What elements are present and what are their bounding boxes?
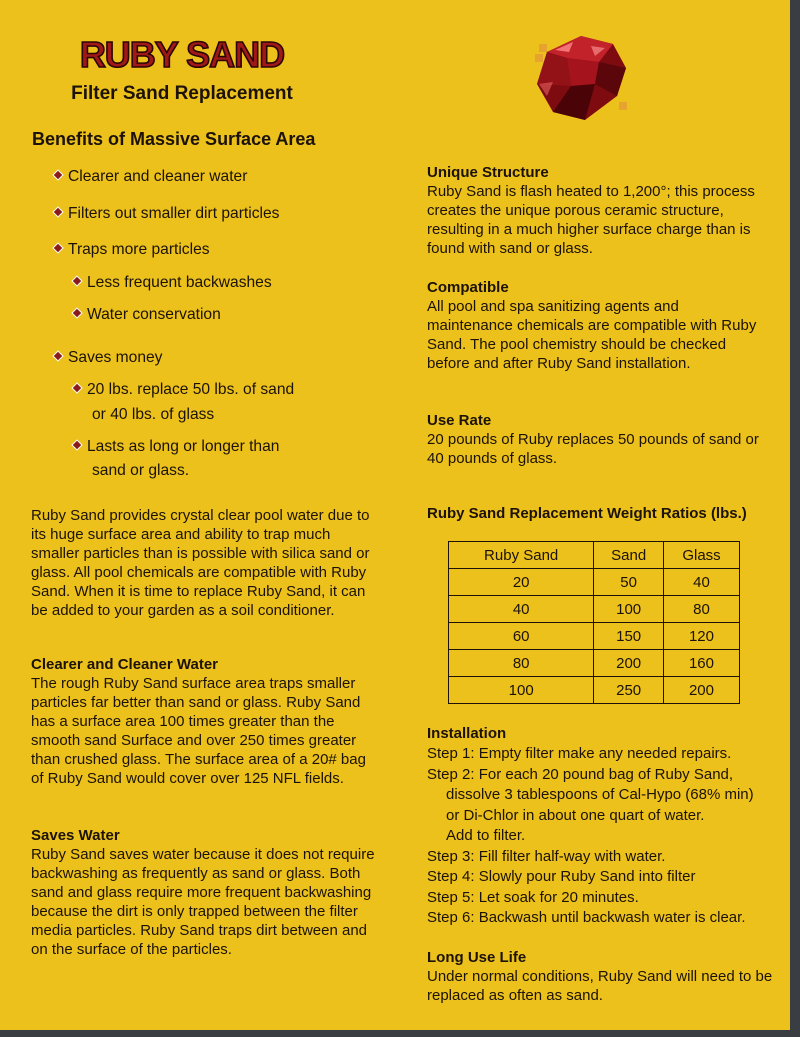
- table-cell: 60: [449, 623, 594, 650]
- table-cell: 120: [663, 623, 739, 650]
- section-compatible: [427, 278, 757, 373]
- table-cell: 200: [663, 677, 739, 704]
- table-row: [449, 623, 740, 650]
- table-cell: 40: [663, 569, 739, 596]
- weight-ratio-table: [448, 541, 740, 704]
- section-heading: Long Use Life: [427, 949, 527, 966]
- diamond-bullet-icon: [73, 277, 81, 285]
- bullet-item: Saves money: [55, 348, 162, 368]
- bullet-item: Traps more particles: [55, 240, 210, 260]
- table-row: [449, 650, 740, 677]
- section-text: Ruby Sand is flash heated to 1,200°; this process creates the unique porous ceramic structure, resulting in a much higher surface charge than is found with sand or glass.: [427, 183, 755, 257]
- table-cell: 100: [449, 677, 594, 704]
- section-text: All pool and spa sanitizing agents and maintenance chemicals are compatible with Ruby Sand. The pool chemistry should be checked before and after Ruby Sand installation.: [427, 298, 757, 372]
- section-saves-water: [31, 826, 376, 959]
- bullet-item: Clearer and cleaner water: [55, 167, 247, 187]
- table-cell: 250: [594, 677, 664, 704]
- table-row: [449, 677, 740, 704]
- diamond-bullet-icon: [73, 309, 81, 317]
- section-text: Under normal conditions, Ruby Sand will need to be replaced as often as sand.: [427, 968, 773, 1004]
- column-header: Ruby Sand: [449, 542, 594, 569]
- sub-bullet-item: Less frequent backwashes: [74, 273, 272, 293]
- diamond-bullet-icon: [73, 384, 81, 392]
- intro-paragraph: Ruby Sand provides crystal clear pool water due to its huge surface area and ability to trap much smaller particles than is possible with silica sand or glass. All pool chemicals are compatible with Ruby Sand. When it is time to replace Ruby Sand, it can be added to your garden as a soil conditioner.: [31, 507, 370, 619]
- table-title: Ruby Sand Replacement Weight Ratios (lbs.): [427, 505, 747, 522]
- table-cell: 200: [594, 650, 664, 677]
- table-cell: 80: [663, 596, 739, 623]
- diamond-bullet-icon: [54, 352, 62, 360]
- sub-bullet-item: Water conservation: [74, 305, 221, 325]
- section-text: 20 pounds of Ruby replaces 50 pounds of sand or 40 pounds of glass.: [427, 431, 759, 467]
- sub-bullet-item: 20 lbs. replace 50 lbs. of sand: [74, 380, 294, 400]
- sub-bullet-item: Lasts as long or longer than: [74, 437, 279, 457]
- column-header: Sand: [594, 542, 664, 569]
- benefits-title: Benefits of Massive Surface Area: [32, 129, 316, 149]
- section-heading: Saves Water: [31, 827, 120, 844]
- install-step: Step 5: Let soak for 20 minutes.: [427, 888, 639, 906]
- install-step: Step 6: Backwash until backwash water is clear.: [427, 909, 746, 926]
- diamond-bullet-icon: [54, 244, 62, 252]
- install-step-continuation: or Di-Chlor in about one quart of water.: [446, 806, 705, 824]
- section-heading: Unique Structure: [427, 164, 549, 181]
- diamond-bullet-icon: [54, 171, 62, 179]
- diamond-bullet-icon: [54, 208, 62, 216]
- section-long-use-life: [427, 948, 782, 1005]
- section-heading: Compatible: [427, 279, 509, 296]
- install-step-continuation: dissolve 3 tablespoons of Cal-Hypo (68% min): [446, 786, 754, 803]
- table-row: [449, 569, 740, 596]
- section-heading: Clearer and Cleaner Water: [31, 656, 219, 673]
- table-cell: 150: [594, 623, 664, 650]
- table-row: [449, 596, 740, 623]
- table-cell: 40: [449, 596, 594, 623]
- table-cell: 50: [594, 569, 664, 596]
- install-step-continuation: Add to filter.: [446, 827, 526, 844]
- table-cell: 160: [663, 650, 739, 677]
- logo: RUBY SAND: [79, 34, 285, 75]
- ruby-gem-icon: [533, 32, 629, 124]
- bullet-item: Filters out smaller dirt particles: [55, 204, 279, 224]
- install-step: Step 1: Empty filter make any needed repairs.: [427, 745, 732, 762]
- section-heading: Installation: [427, 725, 507, 742]
- sub-bullet-continuation: sand or glass.: [92, 462, 190, 479]
- install-step: Step 2: For each 20 pound bag of Ruby Sand,: [427, 765, 734, 783]
- table-cell: 100: [594, 596, 664, 623]
- table-header-row: [449, 542, 740, 569]
- table-cell: 80: [449, 650, 594, 677]
- column-header: Glass: [663, 542, 739, 569]
- section-use-rate: [427, 411, 772, 468]
- section-clearer-water: [31, 655, 376, 788]
- section-text: Ruby Sand saves water because it does not require backwashing as frequently as sand or glass. Both sand and glass require more frequent backwashing because the dirt is only trapped between the filter media particles. Ruby Sand traps dirt between and on the surface of the particles.: [31, 846, 375, 958]
- diamond-bullet-icon: [73, 441, 81, 449]
- install-step: Step 4: Slowly pour Ruby Sand into filter: [427, 868, 696, 885]
- section-heading: Use Rate: [427, 412, 492, 429]
- install-step: Step 3: Fill filter half-way with water.: [427, 847, 666, 865]
- section-installation: [427, 724, 782, 929]
- section-unique-structure: [427, 163, 757, 258]
- sub-bullet-continuation: or 40 lbs. of glass: [92, 406, 215, 423]
- table-cell: 20: [449, 569, 594, 596]
- subtitle: Filter Sand Replacement: [71, 83, 293, 104]
- section-text: The rough Ruby Sand surface area traps smaller particles far better than sand or glass. Ruby Sand has a surface area 100 times greater than the smooth sand Surface and over 250 times greater than crushed glass. The surface area of a 20# bag of Ruby Sand would cover over 125 NFL fields.: [31, 675, 366, 787]
